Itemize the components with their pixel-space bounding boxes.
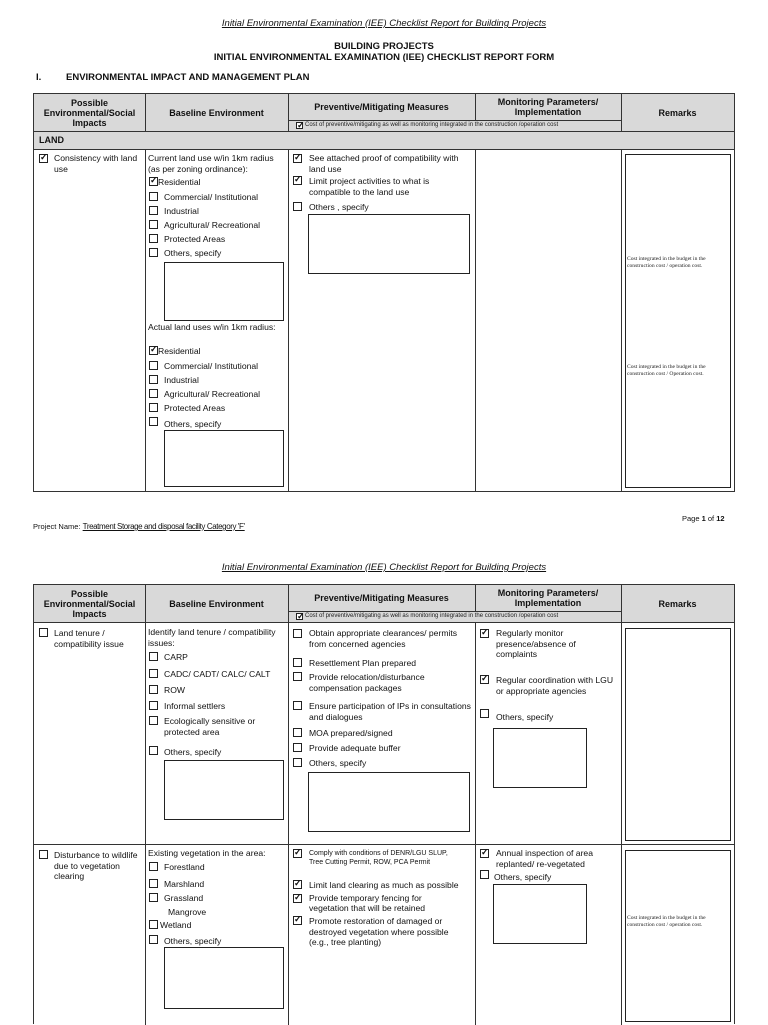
measure-checkbox[interactable] [293, 629, 302, 638]
actual-option-label: Protected Areas [164, 403, 226, 413]
measure-label: Ensure participation of IPs in consultations and dialogues [309, 701, 471, 722]
measure-checkbox[interactable] [293, 916, 302, 925]
project-name-value: Treatment Storage and disposal facility Category 'F' [82, 522, 245, 531]
measure-label: Promote restoration of damaged or destroyed vegetation where possible (e.g., tree planting) [309, 916, 449, 947]
baseline-option-checkbox[interactable] [149, 192, 158, 201]
header-impacts: Possible Environmental/Social Impacts [43, 589, 136, 619]
measure-checkbox[interactable] [293, 894, 302, 903]
baseline-option-checkbox[interactable] [149, 701, 158, 710]
impact-label: Disturbance to wildlife due to vegetation clearing [54, 850, 138, 881]
monitoring-label: Others, specify [494, 872, 552, 882]
baseline-option-checkbox[interactable] [149, 685, 158, 694]
impact-checkbox[interactable] [39, 850, 48, 859]
remark-text: Cost integrated in the budget in the construction cost / Operation cost. [627, 364, 706, 377]
measure-label: Provide relocation/disturbance compensation packages [309, 672, 425, 693]
header-measures: Preventive/Mitigating Measures [314, 101, 449, 112]
baseline-option-label: Industrial [164, 206, 199, 216]
impact-checkbox[interactable] [39, 628, 48, 637]
monitoring-checkbox[interactable] [480, 675, 489, 684]
actual-option-label: Others, specify [164, 419, 222, 429]
baseline-option-label: Residential [158, 177, 201, 187]
header-measures: Preventive/Mitigating Measures [314, 592, 449, 603]
cost-note-checkbox[interactable] [296, 122, 303, 129]
specify-textbox[interactable] [164, 262, 284, 321]
specify-textbox[interactable] [308, 772, 470, 832]
specify-textbox[interactable] [493, 728, 587, 788]
actual-option-checkbox[interactable] [149, 361, 158, 370]
measure-label: Resettlement Plan prepared [309, 658, 417, 668]
baseline-option-label: Forestland [164, 862, 205, 872]
baseline-option-label: Others, specify [164, 248, 222, 258]
measure-checkbox[interactable] [293, 176, 302, 185]
impact-checkbox[interactable] [39, 154, 48, 163]
impact-label: Consistency with land use [54, 153, 138, 174]
actual-option-label: Commercial/ Institutional [164, 361, 259, 371]
page-total: 12 [716, 514, 725, 523]
baseline-option-checkbox[interactable] [149, 920, 158, 929]
page-label: Page [682, 514, 700, 523]
measure-checkbox[interactable] [293, 672, 302, 681]
baseline-option-label: Protected Areas [164, 234, 226, 244]
header-impacts: Possible Environmental/Social Impacts [43, 98, 136, 128]
remarks-box[interactable] [625, 850, 731, 1022]
measure-checkbox[interactable] [293, 758, 302, 767]
page-of: of [707, 514, 715, 523]
baseline-intro: Identify land tenure / compatibility issues: [148, 627, 276, 648]
baseline-option-checkbox[interactable] [149, 935, 158, 944]
actual-option-checkbox[interactable] [149, 375, 158, 384]
baseline-option-label: Informal settlers [164, 701, 226, 711]
actual-option-checkbox[interactable] [149, 417, 158, 426]
measure-checkbox[interactable] [293, 202, 302, 211]
measure-label: Provide temporary fencing for vegetation that will be retained [309, 893, 426, 913]
measure-checkbox[interactable] [293, 849, 302, 858]
measure-label: Others, specify [309, 758, 367, 768]
specify-textbox[interactable] [164, 947, 284, 1009]
running-header: Initial Environmental Examination (IEE) Checklist Report for Building Projects [221, 562, 547, 573]
header-remarks: Remarks [658, 599, 697, 609]
section-number: I. [36, 72, 42, 83]
section-title: ENVIRONMENTAL IMPACT AND MANAGEMENT PLAN [66, 72, 310, 83]
running-header: Initial Environmental Examination (IEE) Checklist Report for Building Projects [221, 18, 547, 29]
measure-label: Limit project activities to what is compatible to the land use [309, 176, 430, 197]
monitoring-label: Regular coordination with LGU or appropriate agencies [496, 675, 614, 696]
measure-label: See attached proof of compatibility with land use [309, 153, 459, 174]
specify-textbox[interactable] [308, 214, 470, 274]
project-name-line [33, 522, 245, 531]
actual-option-checkbox[interactable] [149, 346, 158, 355]
monitoring-checkbox[interactable] [480, 709, 489, 718]
measure-checkbox[interactable] [293, 658, 302, 667]
baseline-option-checkbox[interactable] [149, 862, 158, 871]
remarks-box[interactable] [625, 154, 731, 488]
table-header-row [34, 94, 734, 132]
remark-text: Cost integrated in the budget in the construction cost / operation cost. [627, 915, 706, 928]
checklist-table-page2 [33, 584, 735, 1024]
baseline-option-checkbox[interactable] [149, 652, 158, 661]
baseline-option-checkbox[interactable] [149, 893, 158, 902]
baseline-option-label: ROW [164, 685, 186, 695]
baseline-option-label: Marshland [164, 879, 205, 889]
actual-option-label: Agricultural/ Recreational [164, 389, 261, 399]
measure-label: Limit land clearing as much as possible [309, 880, 459, 890]
actual-option-checkbox[interactable] [149, 403, 158, 412]
land-label: LAND [39, 135, 64, 145]
actual-option-label: Industrial [164, 375, 199, 385]
form-title-line2: INITIAL ENVIRONMENTAL EXAMINATION (IEE) CHECKLIST REPORT FORM [213, 52, 555, 63]
baseline-option-label: CADC/ CADT/ CALC/ CALT [164, 669, 271, 679]
baseline-option-checkbox[interactable] [149, 746, 158, 755]
cost-note: Cost of preventive/mitigating as well as monitoring integrated in the construction /operation cost [305, 122, 559, 128]
monitoring-checkbox[interactable] [480, 629, 489, 638]
actual-option-checkbox[interactable] [149, 389, 158, 398]
baseline-option-checkbox[interactable] [149, 234, 158, 243]
monitoring-checkbox[interactable] [480, 849, 489, 858]
actual-option-label: Residential [158, 346, 201, 356]
measure-label: Provide adequate buffer [309, 743, 401, 753]
page-current: 1 [701, 514, 706, 523]
checklist-table-page1 [33, 93, 735, 492]
baseline-option-label: Wetland [160, 920, 192, 930]
section-heading [36, 72, 309, 83]
measure-checkbox[interactable] [293, 154, 302, 163]
monitoring-checkbox[interactable] [480, 870, 489, 879]
baseline-option-label: Grassland [164, 893, 204, 903]
monitoring-label: Others, specify [496, 712, 554, 722]
cost-note: Cost of preventive/mitigating as well as monitoring integrated in the construction /operation cost [305, 613, 559, 619]
page-number [682, 514, 725, 523]
table-header-row [34, 585, 734, 623]
cost-note-checkbox[interactable] [296, 613, 303, 620]
baseline-intro: Current land use w/in 1km radius (as per zoning ordinance): [148, 153, 274, 174]
remarks-box[interactable] [625, 628, 731, 841]
measure-label: MOA prepared/signed [309, 728, 393, 738]
form-title-line1: BUILDING PROJECTS [334, 41, 434, 52]
measure-checkbox[interactable] [293, 728, 302, 737]
baseline-option-label: Agricultural/ Recreational [164, 220, 261, 230]
baseline-option-checkbox[interactable] [149, 716, 158, 725]
header-monitoring: Monitoring Parameters/ Implementation [497, 587, 599, 608]
measure-label: Comply with conditions of DENR/LGU SLUP, Tree Cutting Permit, ROW, PCA Permit [309, 850, 448, 866]
actual-intro: Actual land uses w/in 1km radius: [148, 322, 276, 332]
specify-textbox[interactable] [164, 430, 284, 487]
header-baseline: Baseline Environment [169, 108, 264, 118]
header-baseline: Baseline Environment [169, 599, 264, 609]
baseline-option-label: CARP [164, 652, 188, 662]
specify-textbox[interactable] [493, 884, 587, 944]
specify-textbox[interactable] [164, 760, 284, 820]
baseline-intro: Existing vegetation in the area: [148, 848, 266, 858]
measure-checkbox[interactable] [293, 743, 302, 752]
measure-checkbox[interactable] [293, 880, 302, 889]
baseline-option-checkbox[interactable] [149, 669, 158, 678]
baseline-option-label: Others, specify [164, 747, 222, 757]
impact-label: Land tenure / compatibility issue [54, 628, 124, 649]
monitoring-label: Annual inspection of area replanted/ re-vegetated [496, 848, 593, 869]
monitoring-label: Regularly monitor presence/absence of complaints [496, 628, 576, 659]
baseline-option-checkbox[interactable] [149, 248, 158, 257]
baseline-option-label: Mangrove [168, 907, 207, 917]
land-category-row [34, 132, 734, 150]
remark-text: Cost integrated in the budget in the construction cost / operation cost. [627, 256, 706, 269]
baseline-option-checkbox[interactable] [149, 177, 158, 186]
measure-checkbox[interactable] [293, 701, 302, 710]
baseline-option-label: Others, specify [164, 936, 222, 946]
project-name-label: Project Name: [33, 522, 81, 531]
baseline-option-label: Ecologically sensitive or protected area [164, 716, 256, 737]
baseline-option-checkbox[interactable] [149, 220, 158, 229]
baseline-option-checkbox[interactable] [149, 879, 158, 888]
measure-label: Others , specify [309, 202, 369, 212]
baseline-option-label: Commercial/ Institutional [164, 192, 259, 202]
baseline-option-checkbox[interactable] [149, 206, 158, 215]
header-remarks: Remarks [658, 108, 697, 118]
measure-label: Obtain appropriate clearances/ permits from concerned agencies [309, 628, 458, 649]
header-monitoring: Monitoring Parameters/ Implementation [497, 96, 599, 117]
